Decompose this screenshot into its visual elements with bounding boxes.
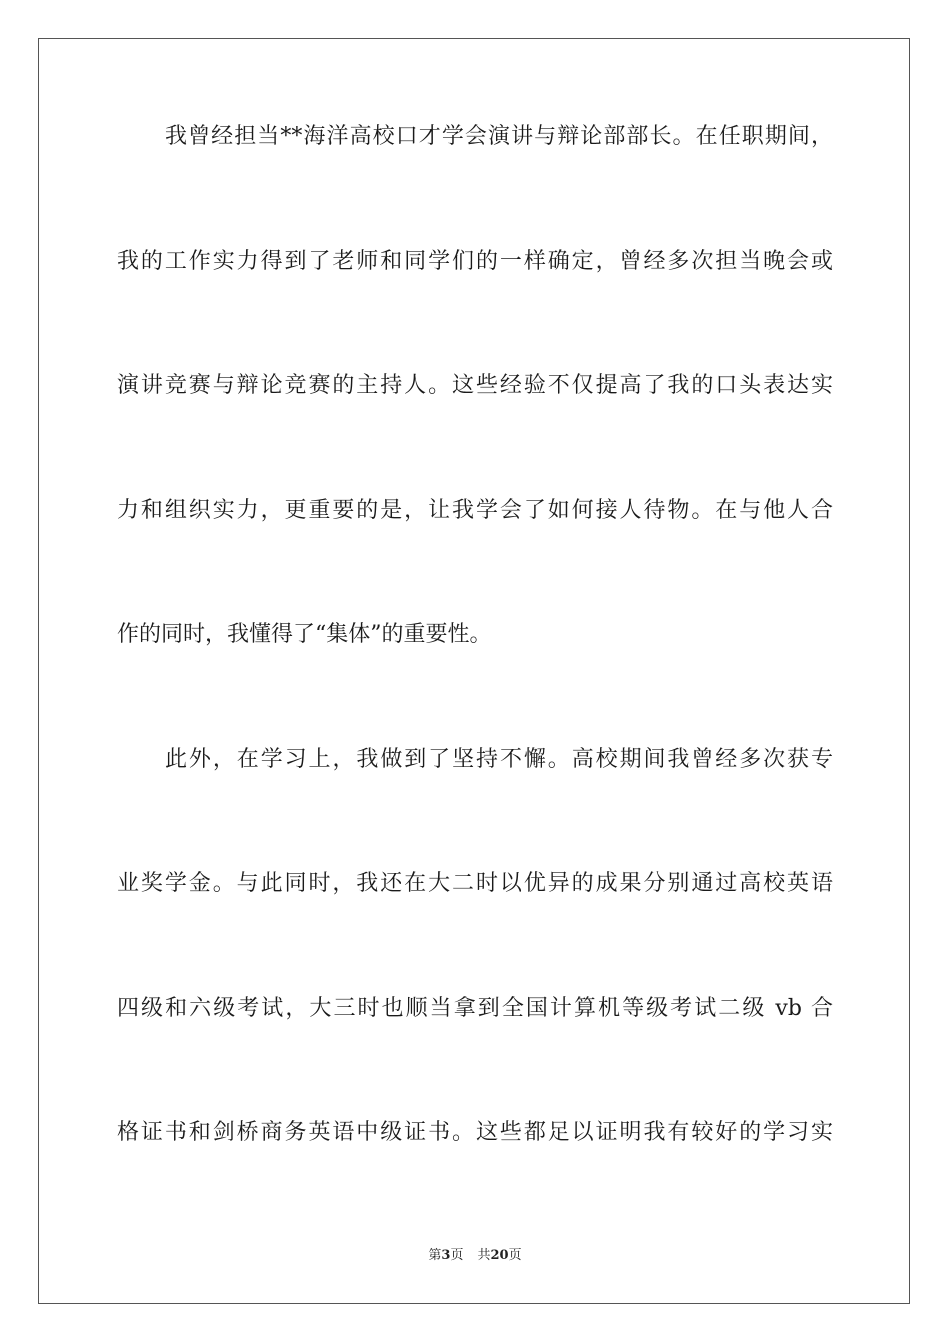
page-footer xyxy=(0,1247,950,1265)
paragraph-2-line-1: 此外，在学习上，我做到了坚持不懈。高校期间我曾经多次获专 xyxy=(165,746,833,772)
document-body xyxy=(117,120,833,1241)
current-page-number: 3 xyxy=(441,1248,451,1263)
total-page-count: 20 xyxy=(490,1248,509,1263)
total-prefix: 共 xyxy=(477,1248,491,1263)
paragraph-2-line-4: 格证书和剑桥商务英语中级证书。这些都足以证明我有较好的学习实 xyxy=(117,1120,833,1145)
paragraph-1-line-2: 我的工作实力得到了老师和同学们的一样确定，曾经多次担当晚会或 xyxy=(117,248,833,274)
paragraph-1-line-3: 演讲竞赛与辩论竞赛的主持人。这些经验不仅提高了我的口头表达实 xyxy=(117,373,833,398)
paragraph-1-line-1: 我曾经担当**海洋高校口才学会演讲与辩论部部长。在任职期间， xyxy=(165,124,833,149)
paragraph-1-line-5: 作的同时，我懂得了“集体”的重要性。 xyxy=(117,622,492,647)
paragraph-2-line-2: 业奖学金。与此同时，我还在大二时以优异的成果分别通过高校英语 xyxy=(117,871,833,896)
paragraph-1-line-4: 力和组织实力，更重要的是，让我学会了如何接人待物。在与他人合 xyxy=(117,497,833,523)
page-prefix: 第 xyxy=(428,1248,442,1263)
page-suffix: 页 xyxy=(450,1248,464,1263)
total-suffix: 页 xyxy=(508,1248,522,1263)
paragraph-2-line-3: 四级和六级考试，大三时也顺当拿到全国计算机等级考试二级 vb 合 xyxy=(117,995,833,1021)
